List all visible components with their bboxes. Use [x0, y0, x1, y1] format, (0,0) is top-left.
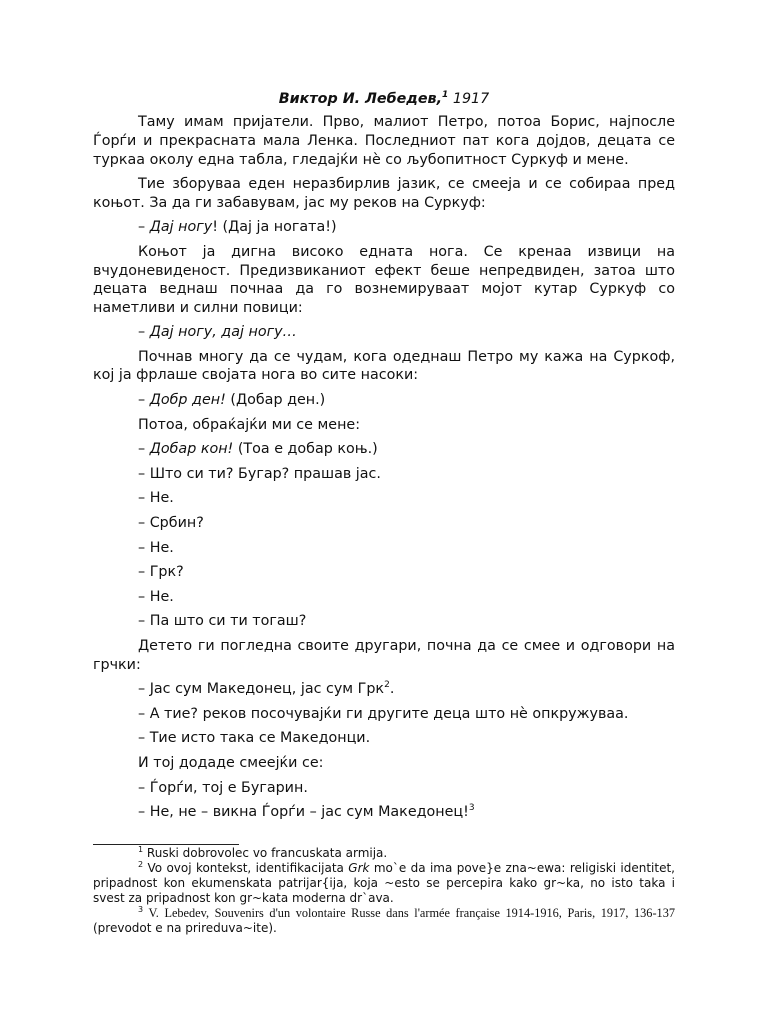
dialogue-line — [93, 218, 675, 237]
title-author: Виктор И. Лебедев, — [278, 90, 443, 107]
footnote-italic: Grk — [348, 861, 370, 875]
dialogue-line: – Не. — [138, 539, 174, 556]
paragraph-5: Детето ги погледна своите другари, почна да се смее и одговори на грчки: — [93, 638, 675, 673]
footnote-separator — [93, 844, 239, 845]
paragraph-1: Таму имам пријатели. Прво, малиот Петро, потоа Борис, најпосле Ѓорѓи и прекрасната мала Ленка. Последниот пат кога дојдов, децата се туркаа околу една табла, гледајќи нѐ со љубопитност Суркуф и мене. — [93, 114, 675, 168]
dialogue-end: . — [389, 681, 395, 698]
dialogue-line: – Грк? — [138, 564, 184, 581]
footnote-citation: V. Lebedev, Souvenirs d'un volontaire Russe dans l'armée française 1914-1916, Paris, 1917, 136-137 — [143, 906, 675, 920]
dialogue-tail: (Добар ден.) — [225, 392, 326, 409]
dialogue-line — [93, 323, 675, 342]
footnote-2 — [93, 861, 675, 906]
dialogue-italic: Добр ден! — [149, 392, 226, 409]
footnote-1 — [93, 846, 675, 861]
dialogue-line — [93, 440, 675, 459]
dialogue-italic: Дај ногу, дај ногу… — [149, 324, 297, 341]
footnote-ref-2: 2 — [384, 680, 390, 691]
dash: – — [138, 324, 150, 341]
dialogue-line: – Не. — [138, 490, 174, 507]
footnote-text: Vo ovoj kontekst, identifikacijata — [143, 861, 349, 875]
dialogue-text: – Не, не – викна Ѓорѓи – јас сум Македонец! — [138, 804, 469, 821]
title-year: 1917 — [448, 90, 490, 107]
dialogue-line — [93, 803, 675, 822]
footnote-ref-3: 3 — [468, 803, 475, 814]
footnote-text: mo`e da ima pove}e zna~ewa: religiski identitet, pripadnost kon ekumenskata patrijar{ija, koja ~esto se percepira kako gr~ka, no isto taka i svest za pripadnost kon gr~kata moderna dr`ava. — [93, 861, 675, 905]
dash: – — [138, 392, 150, 409]
dash: – — [138, 441, 150, 458]
paragraph-4: Почнав многу да се чудам, кога одеднаш Петро му кажа на Суркоф, кој ја фрлаше својата нога во сите насоки: — [93, 348, 675, 384]
dialogue-line — [93, 680, 675, 699]
dialogue-italic: Дај ногу — [149, 219, 213, 236]
dialogue-line: – Србин? — [138, 515, 204, 532]
dialogue-line: – Ѓорѓи, тој е Бугарин. — [138, 779, 308, 796]
footnote-text: Ruski dobrovolec vo francuskata armija. — [143, 846, 388, 860]
narration-line: И тој додаде смеејќи се: — [138, 754, 324, 771]
footnote-mark: 3 — [138, 905, 144, 914]
footnote-text: (prevodot e na prireduva~ite). — [93, 921, 277, 935]
dialogue-line: – Што си ти? Бугар? прашав јас. — [138, 465, 381, 482]
dialogue-tail: (Тоа е добар коњ.) — [233, 441, 378, 458]
paragraph-2: Тие зборуваа еден неразбирлив јазик, се смееја и се собираа пред коњот. За да ги забавувам, јас му реков на Суркуф: — [93, 176, 675, 211]
dialogue-text: – Јас сум Македонец, јас сум Грк — [138, 681, 385, 698]
footnotes — [93, 846, 675, 936]
dialogue-italic: Добар кон! — [149, 441, 234, 458]
dialogue-line: – А тие? реков посочувајќи ги другите деца што нѐ опкружуваа. — [138, 705, 629, 722]
chapter-title — [93, 86, 675, 108]
dialogue-tail: ! (Дај ја ногата!) — [212, 219, 337, 236]
dialogue-line: – Не. — [138, 588, 174, 605]
narration-line: Потоа, обраќајќи ми се мене: — [138, 416, 361, 433]
dash: – — [138, 219, 150, 236]
footnote-mark: 2 — [138, 860, 144, 869]
footnote-3 — [93, 906, 675, 936]
dialogue-line — [93, 391, 675, 410]
dialogue-line: – Па што си ти тогаш? — [138, 613, 307, 630]
dialogue-line: – Тие исто така се Македонци. — [138, 730, 371, 747]
footnote-mark: 1 — [138, 845, 144, 854]
title-note-mark: 1 — [442, 90, 449, 100]
paragraph-3: Коњот ја дигна високо едната нога. Се кренаа извици на вчудоневиденост. Предизвиканиот ефект беше непредвиден, затоа што децата веднаш почнаа да го вознемируваат мојот кутар Суркуф со наметливи и силни повици: — [93, 243, 675, 316]
body-text — [93, 86, 675, 828]
